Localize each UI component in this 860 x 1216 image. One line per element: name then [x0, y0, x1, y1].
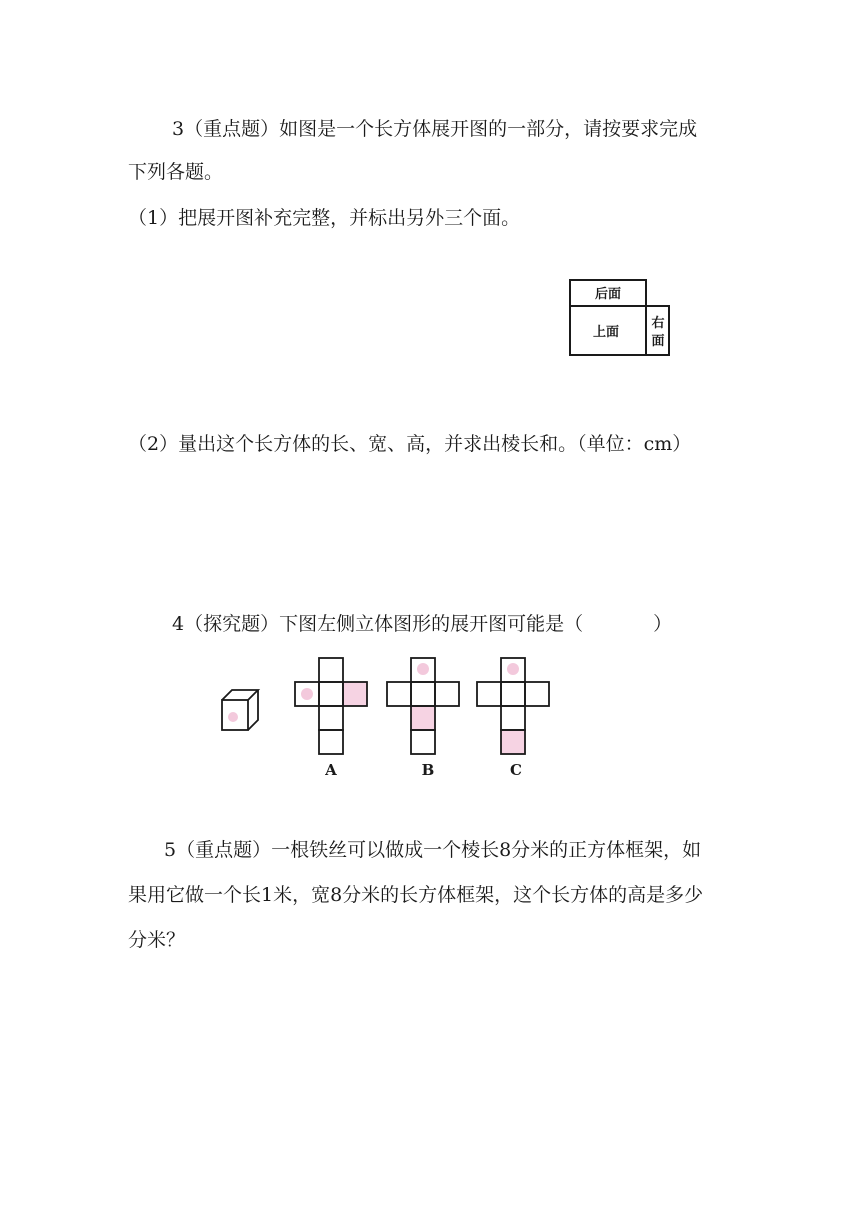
net-c-shaded-cell: [501, 730, 525, 754]
option-c-label: C: [510, 761, 522, 779]
option-a-label: A: [325, 761, 337, 779]
cube-dot: [228, 712, 238, 722]
q3-subquestion-1: （1）把展开图补充完整，并标出另外三个面。: [128, 207, 521, 229]
net-a-dot: [301, 688, 313, 700]
q4-prefix: 4（探究题）下图左侧立体图形的展开图可能是（: [172, 613, 584, 635]
q3-text-line1: 3（重点题）如图是一个长方体展开图的一部分，请按要求完成: [172, 118, 698, 140]
right-face-label-1: 右: [651, 316, 665, 331]
net-b-dot: [417, 663, 429, 675]
q5-text-line1: 5（重点题）一根铁丝可以做成一个棱长8分米的正方体框架，如: [164, 839, 702, 861]
net-c-dot: [507, 663, 519, 675]
right-face-label-2: 面: [651, 334, 665, 349]
q5-text-line3: 分米？: [128, 929, 186, 951]
q5-text-line2: 果用它做一个长1米，宽8分米的长方体框架，这个长方体的高是多少: [128, 884, 704, 906]
net-b-shaded-cell: [411, 706, 435, 730]
option-b-label: B: [421, 761, 435, 779]
q4-suffix: ）: [653, 613, 673, 635]
q3-text-line2: 下列各题。: [128, 161, 224, 183]
top-face-label: 上面: [592, 325, 620, 340]
net-option-c: [477, 658, 549, 754]
net-a-shaded-cell: [343, 682, 367, 706]
net-option-a: [295, 658, 367, 754]
q3-subquestion-2: （2）量出这个长方体的长、宽、高，并求出棱长和。（单位：cm）: [128, 433, 692, 455]
cube-drawing: [222, 690, 258, 730]
net-option-b: [387, 658, 459, 754]
back-face-label: 后面: [594, 287, 622, 302]
